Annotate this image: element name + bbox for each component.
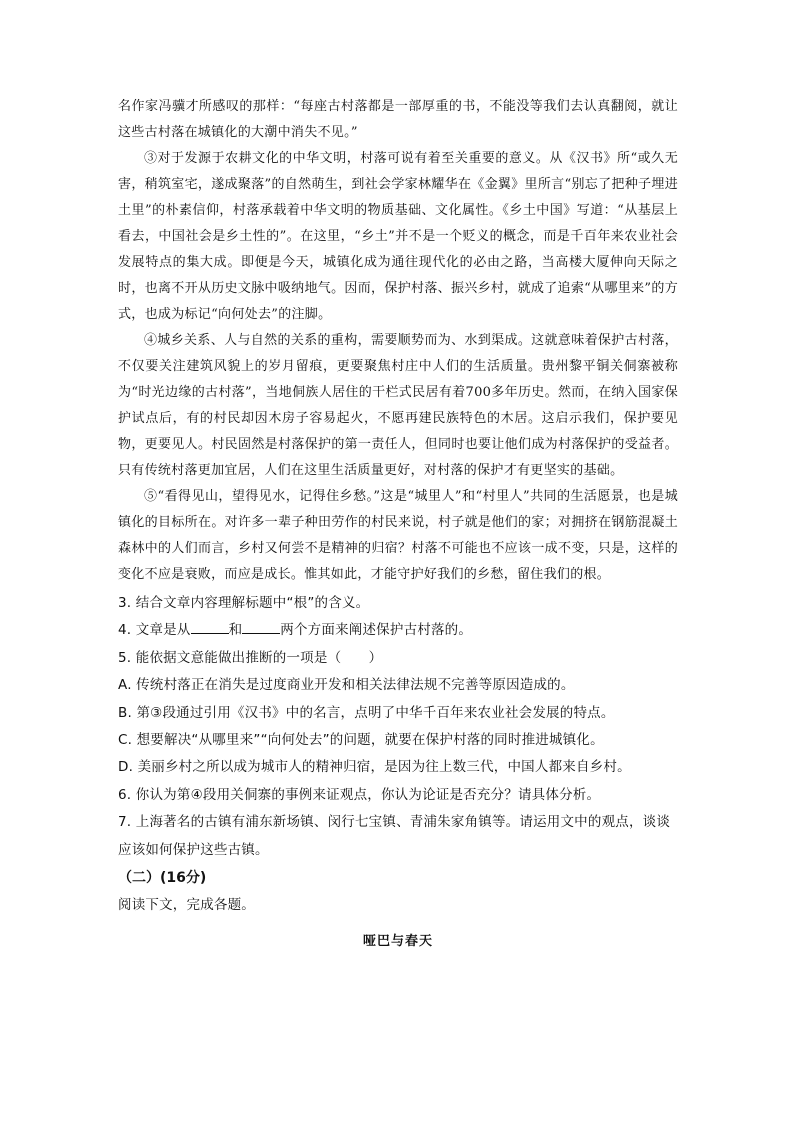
answer-blank-1[interactable] (191, 619, 229, 634)
passage-paragraph-5: ⑤“看得见山，望得见水，记得住乡愁。”这是“城里人”和“村里人”共同的生活愿景，也是城镇化的目标所在。对许多一辈子种田劳作的村民来说，村子就是他们的家；对拥挤在钢筋混凝土森林中的人们而言，乡村又何尝不是精神的归宿？村落不可能也不应该一成不变，只是，这样的变化不应是衰败，而应是成长。惟其如此，才能守护好我们的乡愁，留住我们的根。 (118, 489, 678, 582)
section-heading: （二）(16分) (118, 870, 207, 887)
question-5-option-a: A. 传统村落正在消失是过度商业开发和相关法律法规不完善等原因造成的。 (118, 677, 575, 694)
page-content (118, 94, 678, 959)
question-3: 3. 结合文章内容理解标题中“根”的含义。 (118, 595, 370, 611)
question-4-part-c: 两个方面来阐述保护古村落的。 (280, 622, 473, 639)
question-7: 7. 上海著名的古镇有浦东新场镇、闵行七宝镇、青浦朱家角镇等。请运用文中的观点，谈谈应该如何保护这些古镇。 (118, 814, 671, 858)
question-5: 5. 能依据文意能做出推断的一项是（ ） (118, 649, 383, 666)
question-4 (118, 617, 678, 644)
answer-blank-2[interactable] (242, 619, 280, 634)
question-5-option-c: C. 想要解决“从哪里来”“向何处去”的问题，就要在保护村落的同时推进城镇化。 (118, 732, 604, 749)
passage-paragraph-4: ④城乡关系、人与自然的关系的重构，需要顺势而为、水到渠成。这就意味着保护古村落，不仅要关注建筑风貌上的岁月留痕，更要聚焦村庄中人们的生活质量。贵州黎平铜关侗寨被称为“时光边缘的古村落”，当地侗族人居住的干栏式民居有着700多年历史。然而，在纳入国家保护试点后，有的村民却因木房子容易起火，不愿再建民族特色的木居。这启示我们，保护要见物，更要见人。村民固然是村落保护的第一责任人，但同时也要让他们成为村落保护的受益者。只有传统村落更加宜居，人们在这里生活质量更好，对村落的保护才有更坚实的基础。 (118, 333, 678, 478)
question-4-part-a: 4. 文章是从 (118, 622, 191, 639)
question-5-option-d: D. 美丽乡村之所以成为城市人的精神归宿，是因为往上数三代，中国人都来自乡村。 (118, 759, 631, 776)
question-6: 6. 你认为第④段用关侗寨的事例来证观点，你认为论证是否充分？请具体分析。 (118, 786, 601, 803)
passage-paragraph-3: ③对于发源于农耕文化的中华文明，村落可说有着至关重要的意义。从《汉书》所“或久无害，稍筑室宅，遂成聚落”的自然萌生，到社会学家林耀华在《金翼》里所言“别忘了把种子埋进土里”的朴素信仰，村落承载着中华文明的物质基础、文化属性。《乡土中国》写道：“从基层上看去，中国社会是乡土性的”。在这里，“乡土”并不是一个贬义的概念，而是千百年来农业社会发展特点的集大成。即便是今天，城镇化成为通往现代化的必由之路，当高楼大厦伸向天际之时，也离不开从历史文脉中吸纳地气。因而，保护村落、振兴乡村，就成了追索“从哪里来”的方式，也成为标记“向何处去”的注脚。 (118, 151, 678, 322)
section-instruction: 阅读下文，完成各题。 (118, 897, 255, 914)
question-5-option-b: B. 第③段通过引用《汉书》中的名言，点明了中华千百年来农业社会发展的特点。 (118, 704, 615, 721)
question-4-part-b: 和 (228, 622, 243, 639)
passage-title: 哑巴与春天 (362, 934, 433, 950)
passage-paragraph-intro: 名作家冯骥才所感叹的那样：“每座古村落都是一部厚重的书，不能没等我们去认真翻阅，就让这些古村落在城镇化的大潮中消失不见。” (118, 99, 678, 140)
